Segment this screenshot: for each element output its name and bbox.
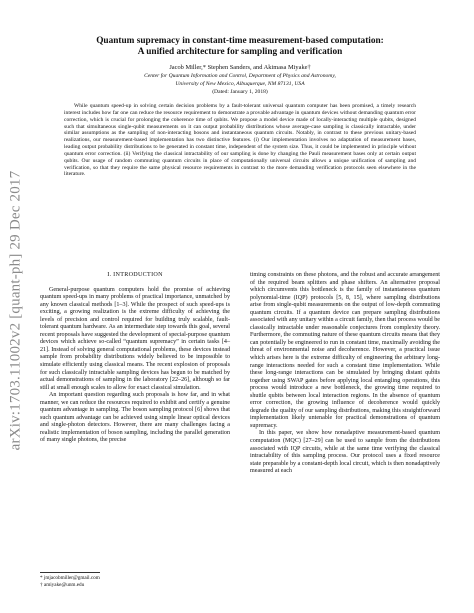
dated-line: (Dated: January 1, 2018) bbox=[212, 89, 268, 95]
intro-paragraph: General-purpose quantum computers hold the promise of achieving quantum speed-ups in many problems of practical importance, unmatched by any known classical methods [1–3]. While the prospect of such speed-ups is exciting, a growing realization is the extreme difficulty of achieving the levels of precision and control required for building truly scalable, fault-tolerant quantum hardware. As an intermediate step towards this goal, several recent proposals have suggested the development of special-purpose quantum devices which achieve so-called “quantum supremacy” in certain tasks [4–21]. Instead of solving general computational problems, these devices instead sample from probability distributions widely believed to be impossible to simulate efficiently using classical means. The recent explosion of proposals for such classically intractable sampling devices has begun to be matched by actual demonstrations of sampling in the laboratory [22–26], although so far still at small enough scales to allow for exact classical simulation. bbox=[40, 286, 230, 391]
left-column bbox=[40, 272, 230, 476]
intro-paragraph: In this paper, we show how nonadaptive measurement-based quantum computation (MQC) [27–29] can be used to sample from the distributions associated with IQP circuits, while at the same time verifying the classical intractability of this sampling process. Our protocol uses a fixed resource state preparable by a constant-depth local circuit, which is then nonadaptively measured at each bbox=[250, 430, 440, 475]
body-columns bbox=[40, 272, 440, 476]
author-list: Jacob Miller,* Stephen Sanders, and Akimasa Miyake† bbox=[169, 64, 311, 71]
affiliation-line-2: University of New Mexico, Albuquerque, NM 87131, USA bbox=[175, 81, 305, 87]
paper-page bbox=[40, 36, 440, 588]
intro-paragraph: An important question regarding such proposals is how far, and in what manner, we can reduce the resources required to exhibit and certify a genuine quantum advantage in sampling. The boson sampling protocol [6] shows that such quantum advantage can be achieved using simple linear optical devices and single-photon detectors. However, there are many challenges facing a realistic implementation of boson sampling, including the parallel generation of many single photons, the precise bbox=[40, 392, 230, 444]
affiliation-line-1: Center for Quantum Information and Control, Department of Physics and Astronomy, bbox=[144, 73, 336, 79]
paper-title-line-2: A unified architecture for sampling and verification bbox=[137, 47, 343, 57]
arxiv-side-label bbox=[5, 150, 27, 470]
footnote-email-1: * jmjacobmiller@gmail.com bbox=[40, 575, 100, 581]
right-column bbox=[250, 272, 440, 476]
footnotes bbox=[40, 572, 230, 588]
abstract: While quantum speed-up in solving certain decision problems by a fault-tolerant universal quantum computer has been promised, a timely research interest includes how far one can reduce the resource requirement to demonstrate a provable advantage in quantum devices without demanding quantum error correction, which is crucial for prolonging the coherence time of qubits. We propose a model device made of locally-interacting multiple qubits, designed such that simultaneous single-qubit measurements on it can output probability distributions whose average-case sampling is classically intractable, under similar assumptions as the sampling of non-interacting bosons and instantaneous quantum circuits. Notably, in contrast to these previous unitary-based realizations, our measurement-based implementation has two distinctive features. (i) Our implementation involves no adaptation of measurement bases, leading output probability distributions to be generated in constant time, independent of the system size. Thus, it could be implemented in principle without quantum error correction. (ii) Verifying the classical intractability of our sampling is done by changing the Pauli measurement bases only at certain output qubits. Our usage of random commuting quantum circuits in place of computationally universal circuits allows a unique unification of sampling and verification, so that they require the same physical resource requirements in contrast to the more demanding verification protocols seen elsewhere in the literature. bbox=[64, 103, 416, 178]
footnote-email-2: † amiyake@unm.edu bbox=[40, 581, 85, 588]
section-heading: I. INTRODUCTION bbox=[107, 272, 163, 278]
arxiv-identifier: arXiv:1703.11002v2 [quant-ph] 29 Dec 2017 bbox=[7, 170, 24, 450]
footnote-rule bbox=[40, 572, 100, 573]
intro-paragraph: timing constraints on these photons, and the robust and accurate arrangement of the required beam splitters and phase shifters. An alternative proposal which circumvents this bottleneck is the family of instantaneous quantum polynomial-time (IQP) protocols [5, 8, 15], where sampling distributions arise from single-qubit measurements on the output of low-depth commuting quantum circuits. If a quantum device can prepare sampling distributions associated with any unitary within a circuit family, then that process would be classically intractable under reasonable conjectures from complexity theory. Furthermore, the commuting nature of these quantum circuits means that they can potentially be engineered to run in constant time, maximally avoiding the threat of environmental noise and decoherence. However, a practical issue which arises here is the extreme difficulty of engineering the arbitrary long-range interactions needed for such a constant time implementation. While these long-range interactions can be simulated by bringing distant qubits together using SWAP gates before applying local entangling operations, this process would introduce a new bottleneck, the growing time required to shuttle qubits between local interaction regions. In the absence of quantum error correction, the growing influence of decoherence would quickly degrade the quality of our sampling distributions, making this straightforward implementation likely untenable for practical demonstrations of quantum supremacy. bbox=[250, 272, 440, 429]
paper-title-line-1: Quantum supremacy in constant-time measurement-based computation: bbox=[96, 36, 384, 46]
